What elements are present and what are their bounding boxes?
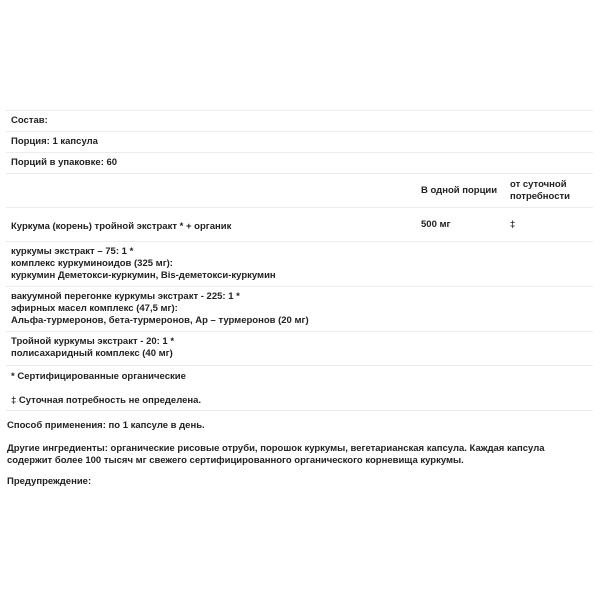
divider [6, 131, 593, 132]
other-ingredients-line1: Другие ингредиенты: органические рисовые отруби, порошок куркумы, вегетарианская капсула. Каждая капсула [7, 443, 545, 454]
divider [6, 110, 593, 111]
sub-ingredient-line: полисахаридный комплекс (40 мг) [11, 348, 173, 359]
divider [6, 286, 593, 287]
divider [6, 152, 593, 153]
sub-ingredient-line: вакуумной перегонке куркумы экстракт - 225: 1 * [11, 291, 240, 302]
ingredient-name: Куркума (корень) тройной экстракт * + органик [11, 221, 232, 232]
divider [6, 173, 593, 174]
column-header-daily-value-line2: потребности [510, 191, 570, 202]
servings-per-container: Порций в упаковке: 60 [11, 157, 118, 168]
ingredient-daily-value: ‡ [510, 219, 516, 230]
divider [6, 365, 593, 366]
footnote-certified-organic: * Сертифицированные органические [11, 371, 186, 382]
column-header-per-serving: В одной порции [421, 185, 498, 196]
sub-ingredient-line: эфирных масел комплекс (47,5 мг): [11, 303, 178, 314]
footnote-daily-value: ‡ Суточная потребность не определена. [11, 395, 202, 406]
divider [6, 207, 593, 208]
other-ingredients-line2: содержит более 100 тысяч мг свежего сертифицированного органического корневища куркумы. [7, 455, 464, 466]
divider [6, 410, 593, 411]
composition-label: Состав: [11, 115, 48, 126]
sub-ingredient-line: комплекс куркуминоидов (325 мг): [11, 258, 173, 269]
usage-instructions: Способ применения: по 1 капсуле в день. [7, 420, 205, 431]
warning-label: Предупреждение: [7, 476, 92, 487]
sub-ingredient-line: Тройной куркумы экстракт - 20: 1 * [11, 336, 175, 347]
divider [6, 241, 593, 242]
sub-ingredient-line: куркумы экстракт – 75: 1 * [11, 246, 134, 257]
serving-size: Порция: 1 капсула [11, 136, 98, 147]
ingredient-amount: 500 мг [421, 219, 451, 230]
divider [6, 331, 593, 332]
sub-ingredient-line: Альфа-турмеронов, бета-турмеронов, Ар – турмеронов (20 мг) [11, 315, 309, 326]
column-header-daily-value-line1: от суточной [510, 179, 567, 190]
sub-ingredient-line: куркумин Деметокси-куркумин, Bis-деметокси-куркумин [11, 270, 276, 281]
